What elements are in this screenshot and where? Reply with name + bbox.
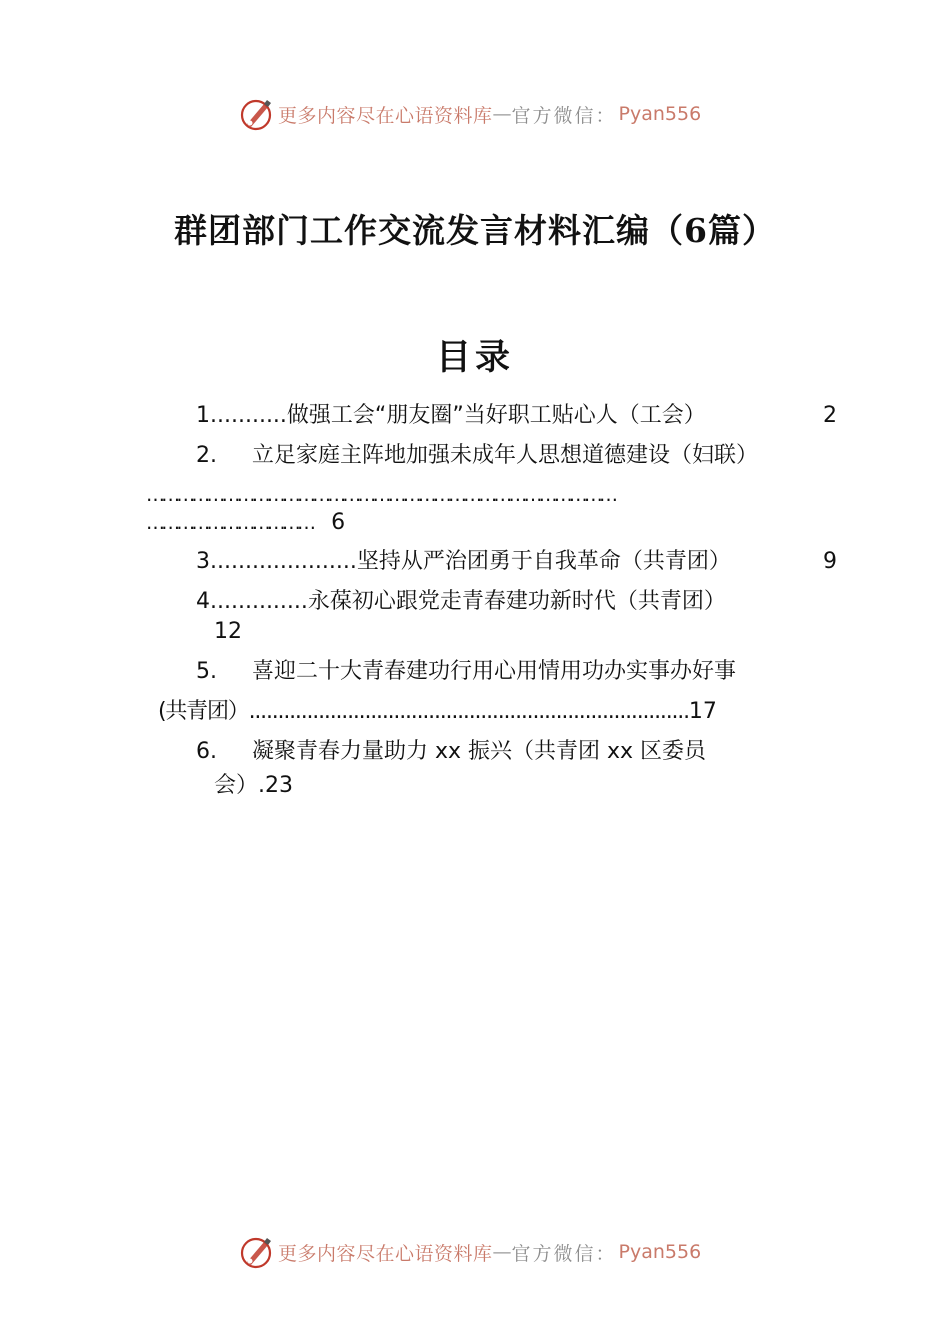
- footer-wechat-id: Pyan556: [618, 1241, 702, 1263]
- toc-item-2-title: 2. 立足家庭主阵地加强未成年人思想道德建设（妇联）: [196, 443, 758, 468]
- toc-item-3-page: 9: [823, 549, 837, 574]
- footer-separator: —: [492, 1241, 512, 1263]
- toc-item-2-page: 6: [331, 510, 346, 535]
- toc-item-1[interactable]: [196, 401, 706, 431]
- document-title: 群团部门工作交流发言材料汇编（6篇）: [174, 211, 776, 250]
- banner-wechat-id: Pyan556: [618, 103, 702, 125]
- toc-item-6-continuation: [214, 771, 293, 801]
- banner-official-label: 官方微信：: [511, 104, 617, 127]
- banner-brand-text: 更多内容尽在心语资料库: [278, 104, 493, 127]
- pen-seal-icon: [238, 96, 274, 132]
- header-banner: [238, 94, 701, 134]
- toc-item-4-page: 12: [214, 619, 242, 644]
- footer-official-label: 官方微信：: [511, 1242, 617, 1265]
- toc-item-5-page: 17: [688, 699, 717, 724]
- pen-seal-icon: [238, 1234, 274, 1270]
- toc-item-2-leader-dots: ……………………………: [146, 512, 313, 534]
- toc-item-4-title: 4..............永葆初心跟党走青春建功新时代（共青团）: [196, 589, 726, 614]
- toc-item-4[interactable]: [196, 587, 726, 617]
- toc-item-6-page: 23: [265, 773, 293, 798]
- toc-item-3[interactable]: [196, 547, 731, 577]
- toc-item-5[interactable]: [196, 657, 736, 687]
- toc-item-6-title-end: 会）.: [214, 773, 265, 798]
- toc-item-6[interactable]: [196, 737, 706, 767]
- toc-item-1-title: 1...........做强工会“朋友圈”当好职工贴心人（工会）: [196, 403, 706, 428]
- footer-brand-text: 更多内容尽在心语资料库: [278, 1242, 493, 1265]
- banner-separator: —: [492, 103, 512, 125]
- toc-item-3-title: 3.....................坚持从严治团勇于自我革命（共青团）: [196, 549, 731, 574]
- toc-item-5-title-end: (共青团）............................................................................: [158, 699, 689, 724]
- toc-heading: 目录: [435, 337, 514, 378]
- footer-banner: [238, 1232, 701, 1272]
- toc-item-1-page: 2: [823, 403, 837, 428]
- toc-item-5-continuation: [158, 697, 717, 727]
- toc-item-2-leader-line: …………………………………………………………………………………: [146, 484, 615, 506]
- toc-item-2[interactable]: [196, 441, 758, 471]
- toc-item-6-title: 6. 凝聚青春力量助力 xx 振兴（共青团 xx 区委员: [196, 739, 707, 764]
- toc-item-2-leader-end: [146, 508, 345, 538]
- toc-item-5-title: 5. 喜迎二十大青春建功行用心用情用功办实事办好事: [196, 659, 736, 684]
